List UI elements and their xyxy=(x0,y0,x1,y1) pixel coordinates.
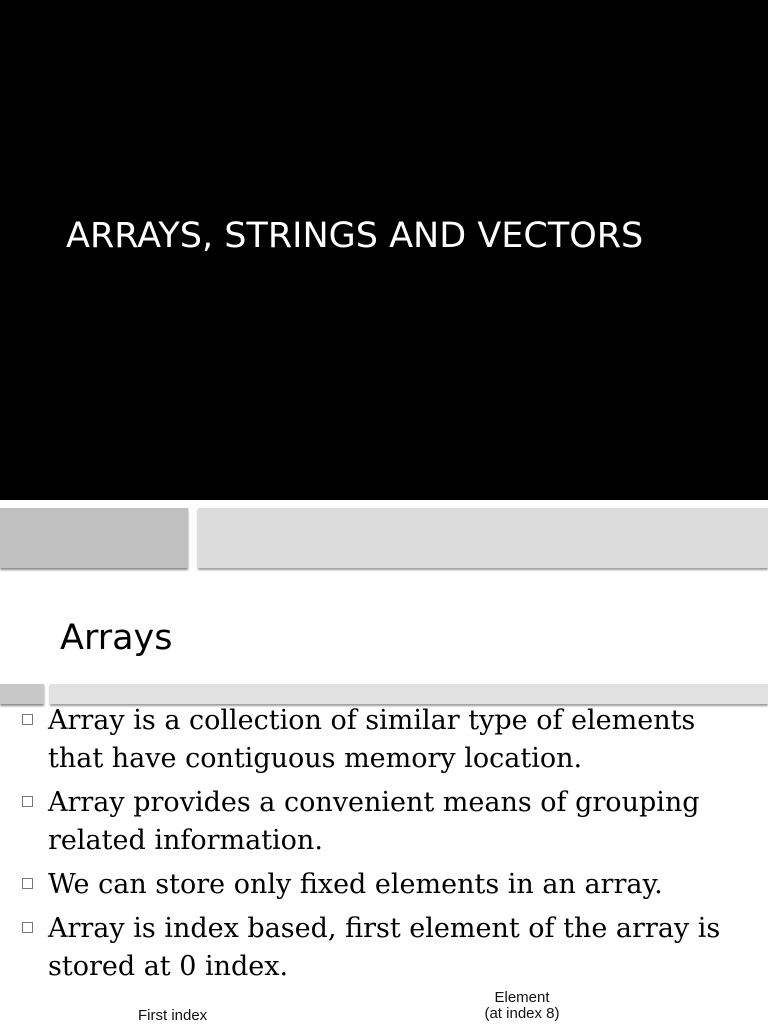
slide-heading: Arrays xyxy=(60,618,173,658)
heading-bar-left xyxy=(0,684,44,704)
bullet-item xyxy=(0,784,768,860)
slide-separator xyxy=(0,500,768,508)
title-slide xyxy=(0,0,768,500)
header-band-right xyxy=(198,508,768,568)
bullet-item xyxy=(0,866,768,904)
bullet-text: Array provides a convenient means of grouping related information. xyxy=(48,787,700,856)
bullet-text: Array is a collection of similar type of elements that have contiguous memory location. xyxy=(48,705,696,774)
bullet-square-icon xyxy=(22,714,33,725)
slide-title: ARRAYS, STRINGS AND VECTORS xyxy=(66,216,644,256)
figure-first-index-label: First index xyxy=(138,1007,208,1024)
bullet-square-icon xyxy=(22,922,33,933)
bullet-text: We can store only fixed elements in an array. xyxy=(48,869,663,900)
figure-element-label-line1: Element xyxy=(494,989,550,1006)
bullet-item xyxy=(0,702,768,778)
bullet-text: Array is index based, first element of the array is stored at 0 index. xyxy=(48,913,721,982)
bullet-list xyxy=(0,702,768,992)
bullet-item xyxy=(0,910,768,986)
figure-element-label xyxy=(452,990,592,1022)
bullet-square-icon xyxy=(22,796,33,807)
heading-bar-right xyxy=(50,684,768,704)
bullet-square-icon xyxy=(22,878,33,889)
figure-element-label-line2: (at index 8) xyxy=(484,1005,560,1022)
header-band-left xyxy=(0,508,188,568)
